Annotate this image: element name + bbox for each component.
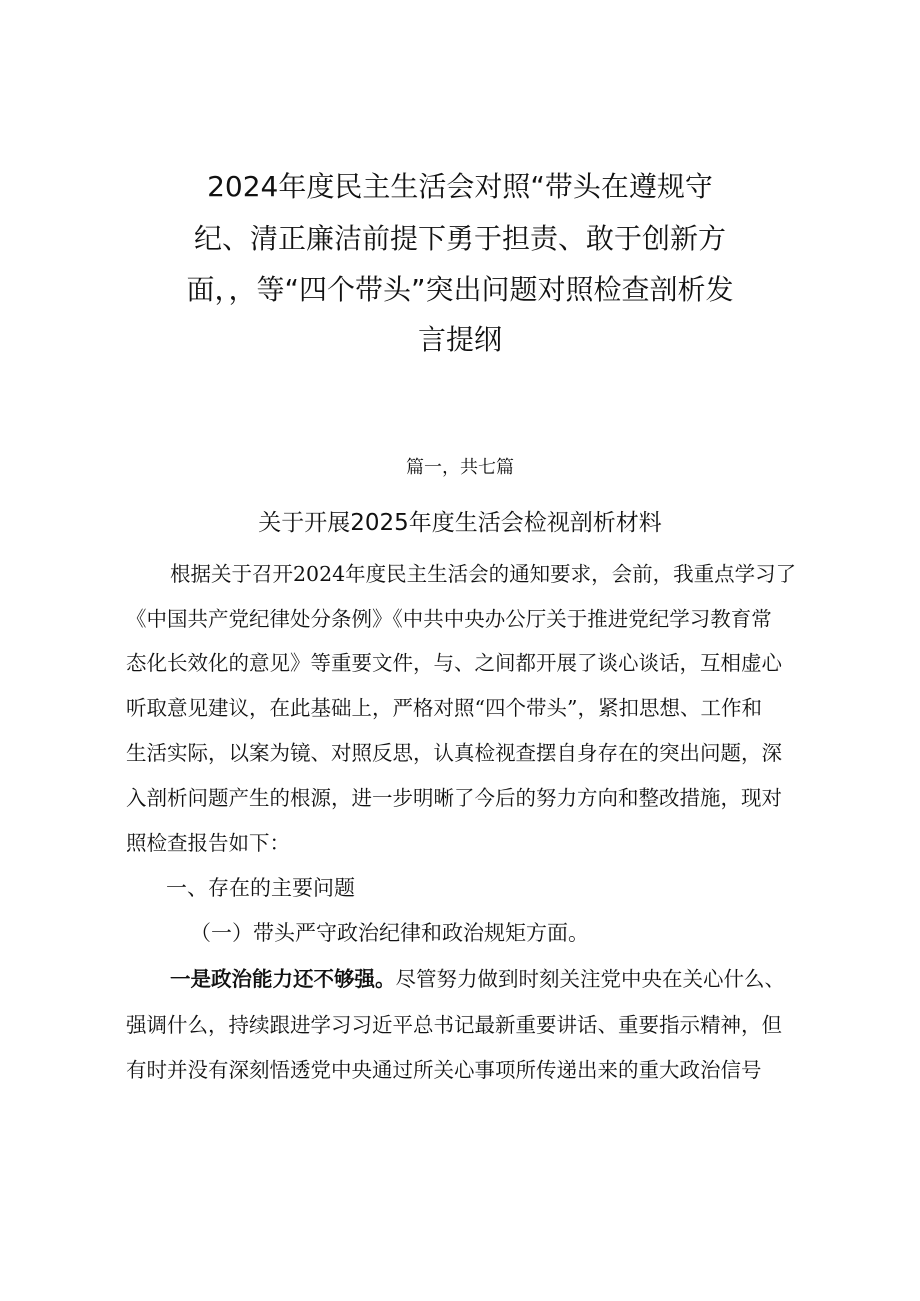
doc-title-line-2: 纪、清正廉洁前提下勇于担责、敢于创新方 <box>193 222 726 255</box>
point-1-lead: 一是政治能力还不够强。 <box>170 967 396 991</box>
intro-line-5: 生活实际，以案为镜、对照反思，认真检视查摆自身存在的突出问题，深 <box>126 741 782 765</box>
intro-line-4: 听取意见建议，在此基础上，严格对照“四个带头”，紧扣思想、工作和 <box>126 696 762 720</box>
doc-title-line-4: 言提纲 <box>417 323 502 356</box>
part-label: 篇一，共七篇 <box>406 457 514 478</box>
intro-line-2: 《中国共产党纪律处分条例》《中共中央办公厅关于推进党纪学习教育常 <box>126 607 772 631</box>
intro-line-3: 态化长效化的意见》等重要文件，与、之间都开展了谈心谈话，互相虚心 <box>126 651 782 675</box>
intro-line-6: 入剖析问题产生的根源，进一步明晰了今后的努力方向和整改措施，现对 <box>126 786 782 810</box>
doc-heading: 关于开展2025年度生活会检视剖析材料 <box>258 510 662 536</box>
point-1-line-1 <box>170 965 842 993</box>
doc-title-line-3: 面，，等“四个带头”突出问题对照检查剖析发 <box>186 273 734 306</box>
section-1-title: 一、存在的主要问题 <box>166 876 355 900</box>
doc-title-line-1: 2024年度民主生活会对照“带头在遵规守 <box>207 170 713 203</box>
point-1-line-3: 有时并没有深刻悟透党中央通过所关心事项所传递出来的重大政治信号 <box>126 1058 762 1082</box>
subsection-1-title: （一）带头严守政治纪律和政治规矩方面。 <box>190 921 589 945</box>
point-1-line-2: 强调什么，持续跟进学习习近平总书记最新重要讲话、重要指示精神，但 <box>126 1013 782 1037</box>
intro-line-1: 根据关于召开2024年度民主生活会的通知要求，会前，我重点学习了 <box>170 562 797 586</box>
intro-line-7: 照检查报告如下： <box>126 831 290 855</box>
point-1-first-line-rest: 尽管努力做到时刻关注党中央在关心什么、 <box>395 967 785 991</box>
